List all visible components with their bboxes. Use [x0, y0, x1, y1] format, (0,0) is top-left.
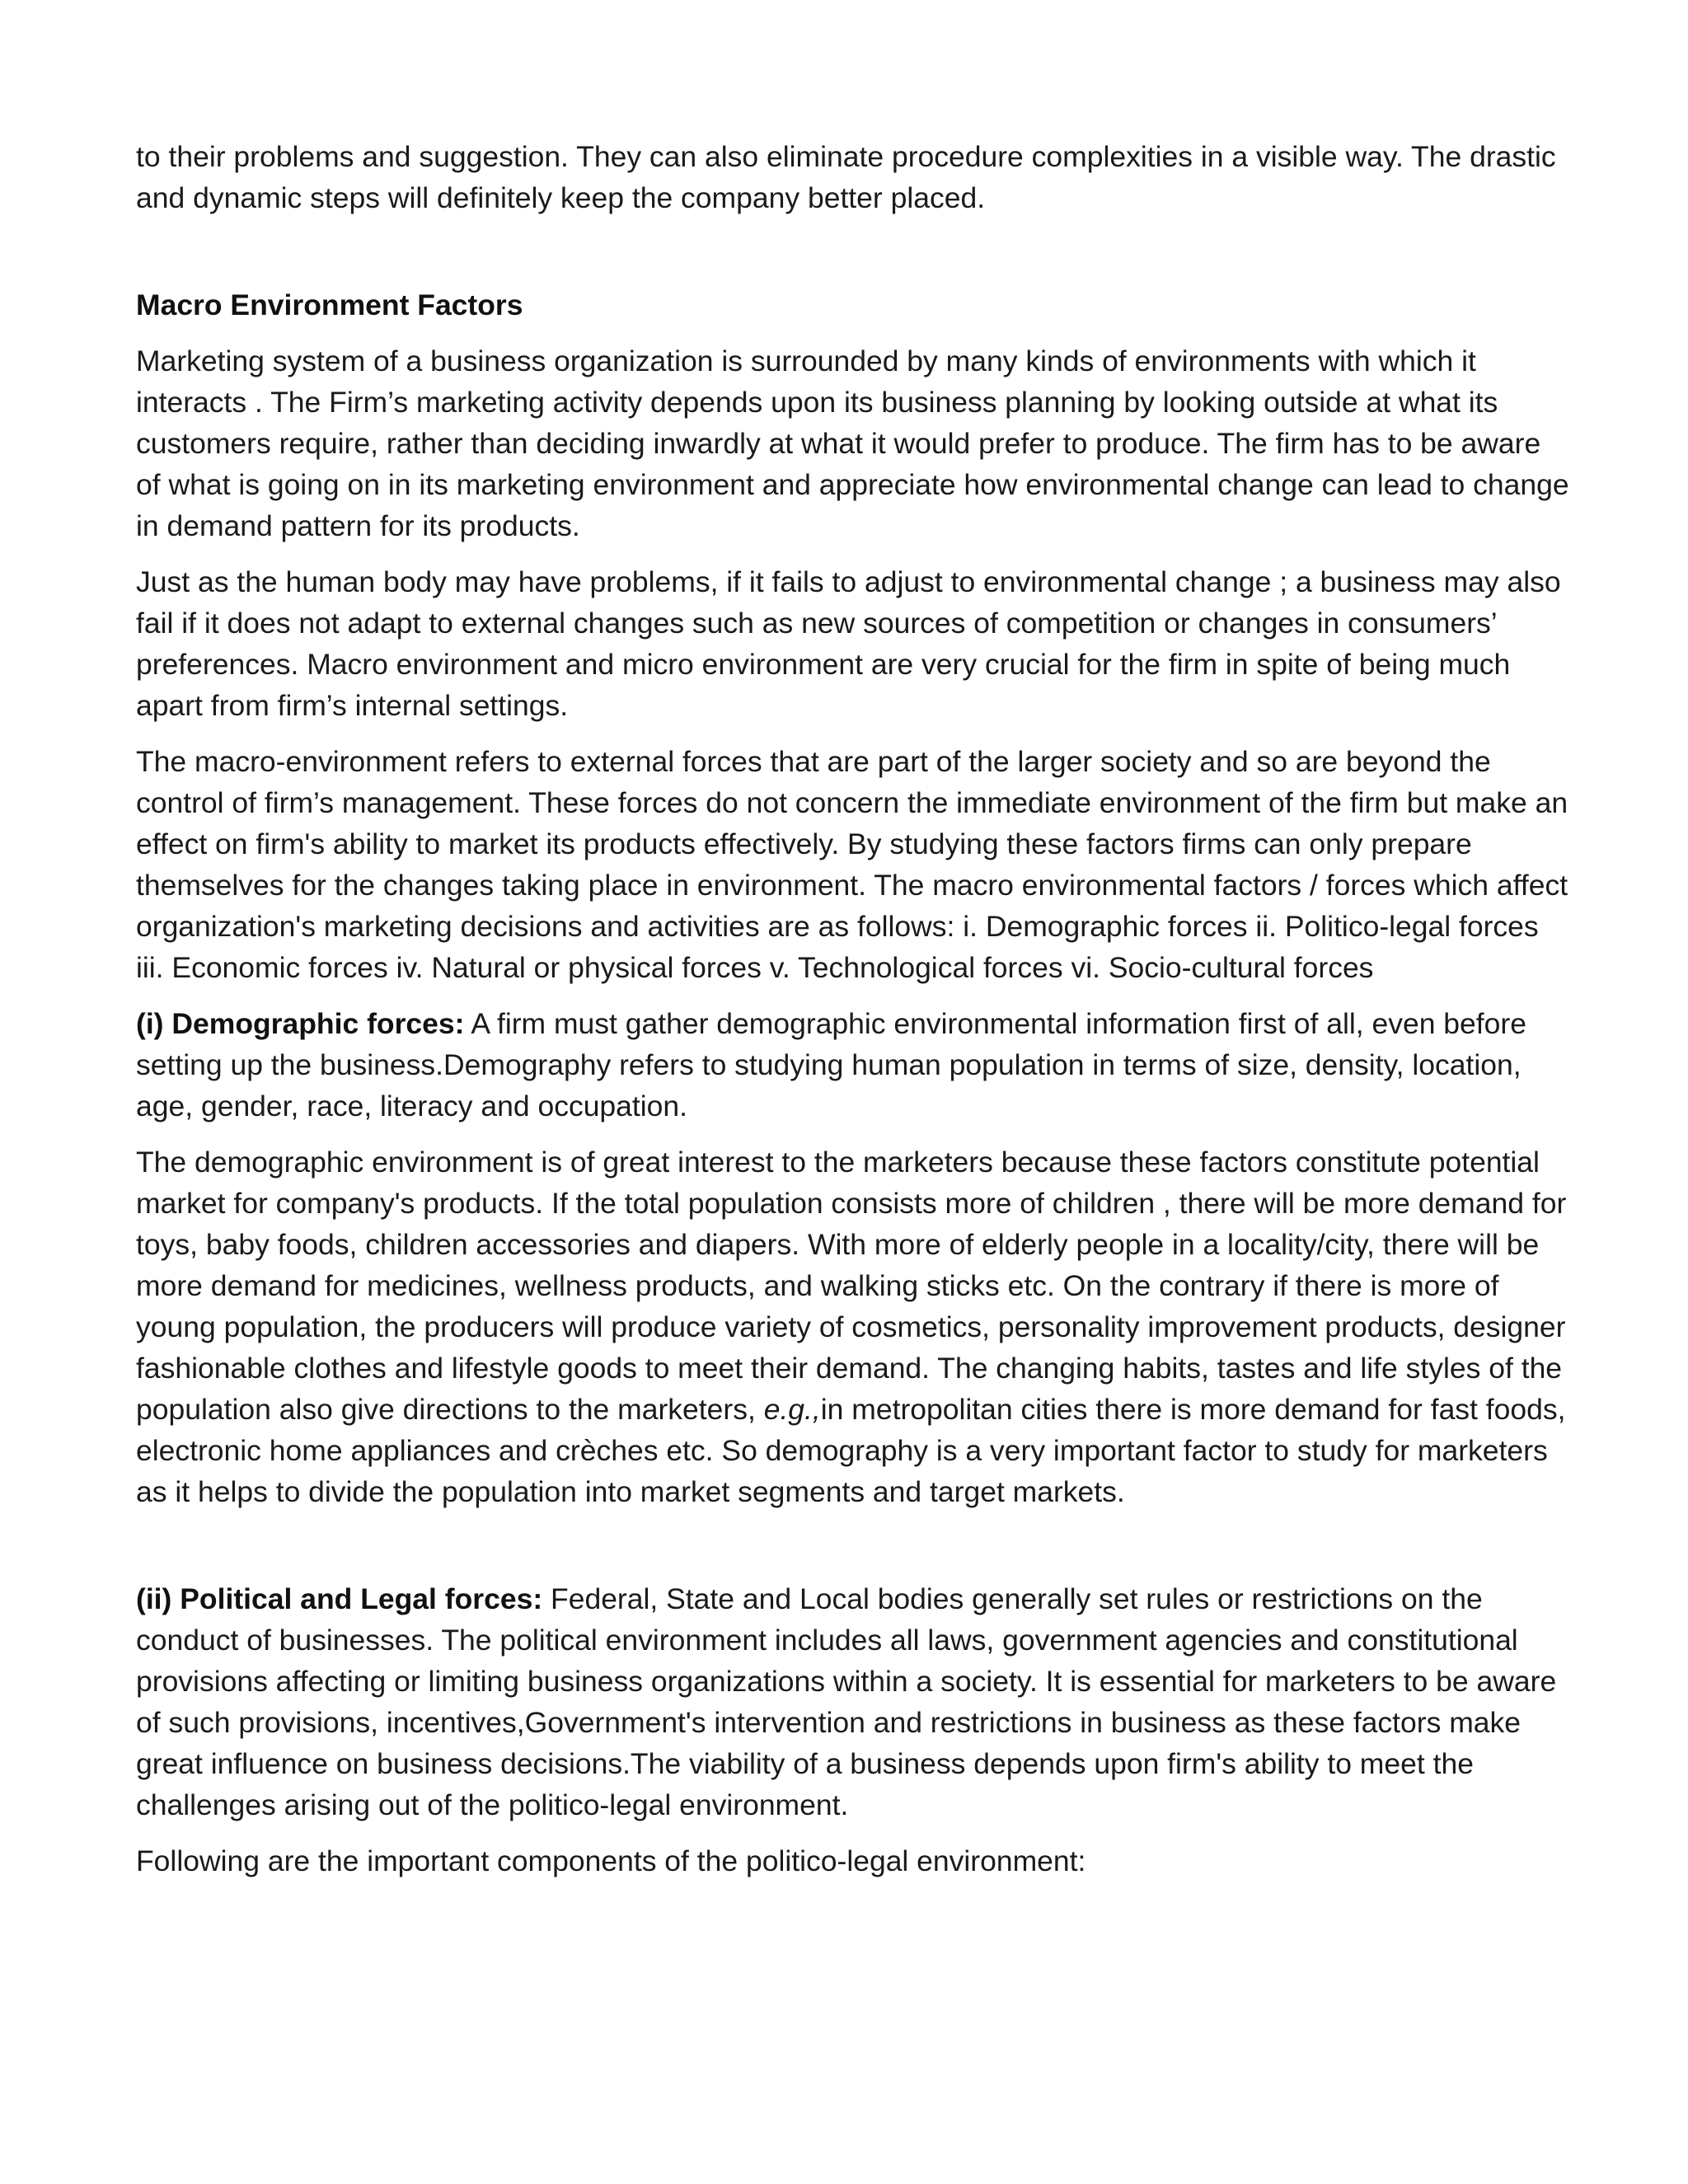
demographic-environment-text-2: in metropolitan cities there is more demand for fast foods, electronic home appliances and crèches etc. So demography is a very important factor to study for marketers as it helps to divide the population into market segments and target markets.	[136, 1393, 1566, 1508]
intro-paragraph: Marketing system of a business organization is surrounded by many kinds of environments with which it interacts . The Firm’s marketing activity depends upon its business planning by looking outside at what its customers require, rather than deciding inwardly at what it would prefer to produce. The firm has to be aware of what is going on in its marketing environment and appreciate how environmental change can lead to change in demand pattern for its products.	[136, 344, 1569, 542]
political-legal-forces-lead: (ii) Political and Legal forces:	[136, 1582, 543, 1615]
demographic-environment-text-1: The demographic environment is of great interest to the marketers because these factors constitute potential market for company's products. If the total population consists more of children , there will be more demand for toys, baby foods, children accessories and diapers. With more of elderly people in a locality/city, there will be more demand for medicines, wellness products, and walking sticks etc. On the contrary if there is more of young population, the producers will produce variety of cosmetics, personality improvement products, designer fashionable clothes and lifestyle goods to meet their demand. The changing habits, tastes and life styles of the population also give directions to the marketers,	[136, 1146, 1567, 1426]
political-legal-forces-text: Federal, State and Local bodies generally set rules or restrictions on the conduct of businesses. The political environment includes all laws, government agencies and constitutional provisions affecting or limiting business organizations within a society. It is essential for marketers to be aware of such provisions, incentives,Government's intervention and restrictions in business as these factors make great influence on business decisions.The viability of a business depends upon firm's ability to meet the challenges arising out of the politico-legal environment.	[136, 1582, 1557, 1821]
section-heading: Macro Environment Factors	[136, 288, 523, 321]
components-intro-paragraph: Following are the important components of the politico-legal environment:	[136, 1844, 1086, 1877]
human-body-paragraph: Just as the human body may have problems, if it fails to adjust to environmental change ; a business may also fail if it does not adapt to external changes such as new sources of competition or changes in consumers’ preferences. Macro environment and micro environment are very crucial for the firm in spite of being much apart from firm’s internal settings.	[136, 565, 1561, 722]
demographic-forces-text: A firm must gather demographic environmental information first of all, even before setting up the business.Demography refers to studying human population in terms of size, density, location, age, gender, race, literacy and occupation.	[136, 1007, 1526, 1122]
eg-italic: e.g.,	[763, 1393, 821, 1426]
demographic-forces-lead: (i) Demographic forces:	[136, 1007, 465, 1040]
demographic-environment-paragraph	[136, 1141, 1570, 1512]
document-page	[136, 136, 1570, 1896]
continuation-paragraph: to their problems and suggestion. They can also eliminate procedure complexities in a visible way. The drastic and dynamic steps will definitely keep the company better placed.	[136, 140, 1556, 214]
demographic-forces-paragraph	[136, 1003, 1570, 1127]
political-legal-forces-paragraph	[136, 1578, 1570, 1825]
macro-environment-paragraph: The macro-environment refers to external forces that are part of the larger society and so are beyond the control of firm’s management. These forces do not concern the immediate environment of the firm but make an effect on firm's ability to market its products effectively. By studying these factors firms can only prepare themselves for the changes taking place in environment. The macro environmental factors / forces which affect organization's marketing decisions and activities are as follows: i. Demographic forces ii. Politico-legal forces iii. Economic forces iv. Natural or physical forces v. Technological forces vi. Socio-cultural forces	[136, 745, 1568, 984]
